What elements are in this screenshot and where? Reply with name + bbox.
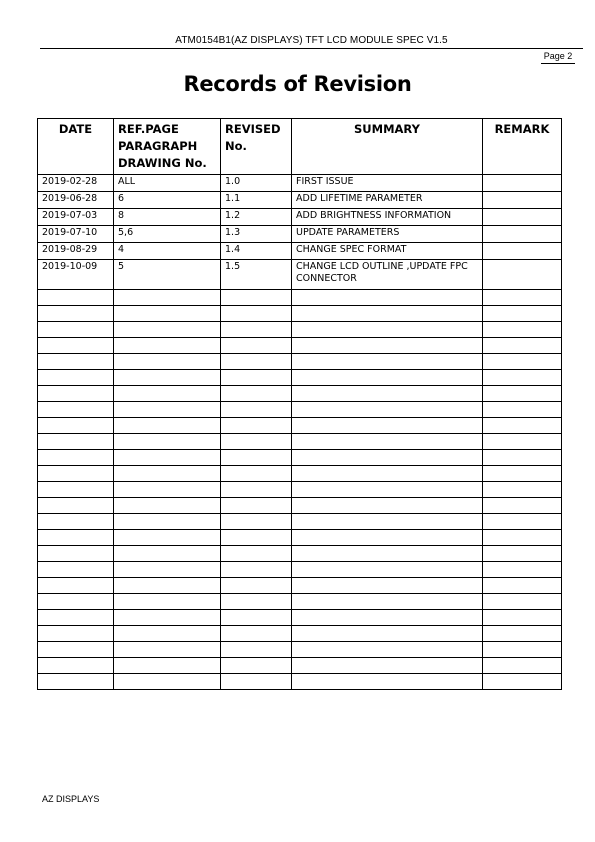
empty-cell bbox=[483, 402, 562, 418]
cell-ref: 8 bbox=[114, 209, 221, 226]
empty-cell bbox=[221, 322, 292, 338]
empty-cell bbox=[292, 434, 483, 450]
empty-table-row bbox=[38, 658, 562, 674]
table-row bbox=[38, 192, 562, 209]
empty-cell bbox=[38, 450, 114, 466]
empty-cell bbox=[114, 306, 221, 322]
empty-cell bbox=[483, 354, 562, 370]
empty-cell bbox=[114, 610, 221, 626]
header-date: DATE bbox=[38, 119, 114, 175]
cell-summary: ADD LIFETIME PARAMETER bbox=[292, 192, 483, 209]
empty-cell bbox=[221, 402, 292, 418]
empty-cell bbox=[221, 482, 292, 498]
empty-cell bbox=[114, 418, 221, 434]
empty-cell bbox=[483, 306, 562, 322]
empty-cell bbox=[38, 626, 114, 642]
empty-cell bbox=[292, 642, 483, 658]
cell-remark bbox=[483, 175, 562, 192]
empty-cell bbox=[483, 594, 562, 610]
empty-table-row bbox=[38, 354, 562, 370]
empty-cell bbox=[483, 434, 562, 450]
empty-table-row bbox=[38, 514, 562, 530]
cell-revised: 1.3 bbox=[221, 226, 292, 243]
empty-cell bbox=[292, 354, 483, 370]
empty-cell bbox=[292, 370, 483, 386]
empty-table-row bbox=[38, 290, 562, 306]
empty-cell bbox=[292, 546, 483, 562]
empty-cell bbox=[114, 562, 221, 578]
empty-cell bbox=[221, 418, 292, 434]
empty-cell bbox=[483, 626, 562, 642]
empty-cell bbox=[483, 338, 562, 354]
cell-revised: 1.4 bbox=[221, 243, 292, 260]
empty-cell bbox=[38, 514, 114, 530]
empty-table-row bbox=[38, 370, 562, 386]
cell-remark bbox=[483, 243, 562, 260]
empty-cell bbox=[292, 290, 483, 306]
cell-ref: 5,6 bbox=[114, 226, 221, 243]
empty-cell bbox=[38, 354, 114, 370]
table-row bbox=[38, 243, 562, 260]
empty-table-row bbox=[38, 402, 562, 418]
cell-ref: 5 bbox=[114, 260, 221, 290]
empty-cell bbox=[114, 370, 221, 386]
empty-cell bbox=[483, 658, 562, 674]
empty-rows bbox=[38, 290, 562, 690]
empty-table-row bbox=[38, 674, 562, 690]
empty-cell bbox=[221, 450, 292, 466]
empty-cell bbox=[114, 402, 221, 418]
empty-cell bbox=[292, 594, 483, 610]
empty-cell bbox=[114, 498, 221, 514]
empty-cell bbox=[38, 434, 114, 450]
empty-cell bbox=[221, 546, 292, 562]
empty-cell bbox=[483, 322, 562, 338]
empty-table-row bbox=[38, 322, 562, 338]
empty-cell bbox=[114, 530, 221, 546]
empty-cell bbox=[221, 306, 292, 322]
empty-cell bbox=[38, 290, 114, 306]
cell-summary: FIRST ISSUE bbox=[292, 175, 483, 192]
empty-cell bbox=[38, 578, 114, 594]
empty-table-row bbox=[38, 562, 562, 578]
empty-cell bbox=[38, 498, 114, 514]
empty-cell bbox=[483, 450, 562, 466]
empty-cell bbox=[221, 338, 292, 354]
empty-cell bbox=[292, 338, 483, 354]
cell-revised: 1.2 bbox=[221, 209, 292, 226]
table-row bbox=[38, 175, 562, 192]
empty-cell bbox=[38, 402, 114, 418]
empty-cell bbox=[221, 434, 292, 450]
empty-cell bbox=[483, 386, 562, 402]
empty-cell bbox=[292, 610, 483, 626]
empty-cell bbox=[292, 514, 483, 530]
empty-table-row bbox=[38, 418, 562, 434]
cell-remark bbox=[483, 192, 562, 209]
empty-cell bbox=[292, 322, 483, 338]
cell-revised: 1.1 bbox=[221, 192, 292, 209]
empty-cell bbox=[38, 546, 114, 562]
empty-table-row bbox=[38, 338, 562, 354]
empty-cell bbox=[483, 546, 562, 562]
empty-cell bbox=[221, 626, 292, 642]
empty-cell bbox=[38, 642, 114, 658]
empty-table-row bbox=[38, 626, 562, 642]
empty-cell bbox=[114, 674, 221, 690]
empty-cell bbox=[114, 546, 221, 562]
empty-table-row bbox=[38, 434, 562, 450]
empty-table-row bbox=[38, 530, 562, 546]
cell-remark bbox=[483, 209, 562, 226]
empty-cell bbox=[221, 578, 292, 594]
empty-cell bbox=[292, 626, 483, 642]
page-title: Records of Revision bbox=[183, 72, 412, 96]
empty-table-row bbox=[38, 594, 562, 610]
cell-ref: ALL bbox=[114, 175, 221, 192]
empty-cell bbox=[483, 642, 562, 658]
empty-cell bbox=[221, 562, 292, 578]
empty-cell bbox=[221, 354, 292, 370]
empty-table-row bbox=[38, 610, 562, 626]
empty-table-row bbox=[38, 386, 562, 402]
empty-cell bbox=[292, 450, 483, 466]
empty-cell bbox=[114, 386, 221, 402]
empty-cell bbox=[38, 674, 114, 690]
empty-cell bbox=[114, 434, 221, 450]
cell-remark bbox=[483, 226, 562, 243]
empty-cell bbox=[292, 482, 483, 498]
empty-table-row bbox=[38, 482, 562, 498]
header-summary: SUMMARY bbox=[292, 119, 483, 175]
document-header: ATM0154B1(AZ DISPLAYS) TFT LCD MODULE SPEC V1.5 bbox=[175, 35, 448, 46]
empty-cell bbox=[292, 466, 483, 482]
empty-table-row bbox=[38, 578, 562, 594]
empty-cell bbox=[114, 450, 221, 466]
empty-cell bbox=[221, 498, 292, 514]
empty-cell bbox=[292, 418, 483, 434]
empty-cell bbox=[292, 562, 483, 578]
cell-summary: ADD BRIGHTNESS INFORMATION bbox=[292, 209, 483, 226]
empty-cell bbox=[114, 322, 221, 338]
empty-cell bbox=[292, 674, 483, 690]
empty-cell bbox=[114, 578, 221, 594]
cell-date: 2019-10-09 bbox=[38, 260, 114, 290]
empty-cell bbox=[114, 658, 221, 674]
empty-cell bbox=[483, 674, 562, 690]
header-remark: REMARK bbox=[483, 119, 562, 175]
cell-ref: 4 bbox=[114, 243, 221, 260]
empty-cell bbox=[38, 594, 114, 610]
table-row bbox=[38, 209, 562, 226]
empty-cell bbox=[483, 466, 562, 482]
header-ref-page: REF.PAGE PARAGRAPH DRAWING No. bbox=[114, 119, 221, 175]
empty-cell bbox=[221, 610, 292, 626]
empty-table-row bbox=[38, 498, 562, 514]
page-number: Page 2 bbox=[541, 51, 575, 64]
empty-cell bbox=[292, 658, 483, 674]
empty-cell bbox=[114, 642, 221, 658]
empty-cell bbox=[114, 482, 221, 498]
empty-cell bbox=[38, 370, 114, 386]
cell-date: 2019-02-28 bbox=[38, 175, 114, 192]
empty-cell bbox=[221, 466, 292, 482]
empty-cell bbox=[38, 386, 114, 402]
header-rule bbox=[40, 48, 583, 49]
empty-cell bbox=[483, 418, 562, 434]
empty-cell bbox=[483, 514, 562, 530]
empty-cell bbox=[221, 642, 292, 658]
table-row bbox=[38, 260, 562, 290]
empty-cell bbox=[483, 482, 562, 498]
cell-ref: 6 bbox=[114, 192, 221, 209]
empty-cell bbox=[483, 578, 562, 594]
empty-cell bbox=[114, 354, 221, 370]
empty-cell bbox=[114, 290, 221, 306]
empty-cell bbox=[221, 290, 292, 306]
empty-cell bbox=[38, 562, 114, 578]
empty-cell bbox=[38, 418, 114, 434]
empty-cell bbox=[292, 530, 483, 546]
empty-cell bbox=[38, 610, 114, 626]
empty-cell bbox=[483, 610, 562, 626]
empty-cell bbox=[221, 530, 292, 546]
empty-cell bbox=[221, 674, 292, 690]
empty-cell bbox=[114, 626, 221, 642]
cell-revised: 1.5 bbox=[221, 260, 292, 290]
table-header-row bbox=[38, 119, 562, 175]
footer-company: AZ DISPLAYS bbox=[42, 794, 100, 804]
empty-cell bbox=[38, 482, 114, 498]
revision-table bbox=[37, 118, 562, 690]
empty-cell bbox=[38, 466, 114, 482]
cell-date: 2019-07-10 bbox=[38, 226, 114, 243]
empty-cell bbox=[292, 386, 483, 402]
empty-table-row bbox=[38, 450, 562, 466]
empty-cell bbox=[483, 530, 562, 546]
cell-date: 2019-08-29 bbox=[38, 243, 114, 260]
empty-cell bbox=[38, 658, 114, 674]
empty-cell bbox=[38, 306, 114, 322]
empty-cell bbox=[221, 658, 292, 674]
empty-cell bbox=[114, 466, 221, 482]
empty-table-row bbox=[38, 642, 562, 658]
cell-remark bbox=[483, 260, 562, 290]
table-row bbox=[38, 226, 562, 243]
empty-cell bbox=[38, 338, 114, 354]
empty-cell bbox=[292, 402, 483, 418]
cell-summary: UPDATE PARAMETERS bbox=[292, 226, 483, 243]
empty-cell bbox=[114, 338, 221, 354]
cell-date: 2019-07-03 bbox=[38, 209, 114, 226]
empty-cell bbox=[38, 530, 114, 546]
empty-cell bbox=[221, 594, 292, 610]
empty-cell bbox=[221, 386, 292, 402]
empty-cell bbox=[292, 306, 483, 322]
cell-date: 2019-06-28 bbox=[38, 192, 114, 209]
empty-cell bbox=[483, 562, 562, 578]
empty-cell bbox=[114, 514, 221, 530]
empty-cell bbox=[483, 290, 562, 306]
empty-cell bbox=[38, 322, 114, 338]
empty-table-row bbox=[38, 466, 562, 482]
header-revised-no: REVISED No. bbox=[221, 119, 292, 175]
empty-table-row bbox=[38, 306, 562, 322]
empty-cell bbox=[483, 498, 562, 514]
empty-cell bbox=[483, 370, 562, 386]
empty-cell bbox=[114, 594, 221, 610]
cell-summary: CHANGE SPEC FORMAT bbox=[292, 243, 483, 260]
empty-cell bbox=[221, 370, 292, 386]
empty-cell bbox=[221, 514, 292, 530]
cell-summary: CHANGE LCD OUTLINE ,UPDATE FPC CONNECTOR bbox=[292, 260, 483, 290]
empty-cell bbox=[292, 578, 483, 594]
empty-table-row bbox=[38, 546, 562, 562]
empty-cell bbox=[292, 498, 483, 514]
cell-revised: 1.0 bbox=[221, 175, 292, 192]
